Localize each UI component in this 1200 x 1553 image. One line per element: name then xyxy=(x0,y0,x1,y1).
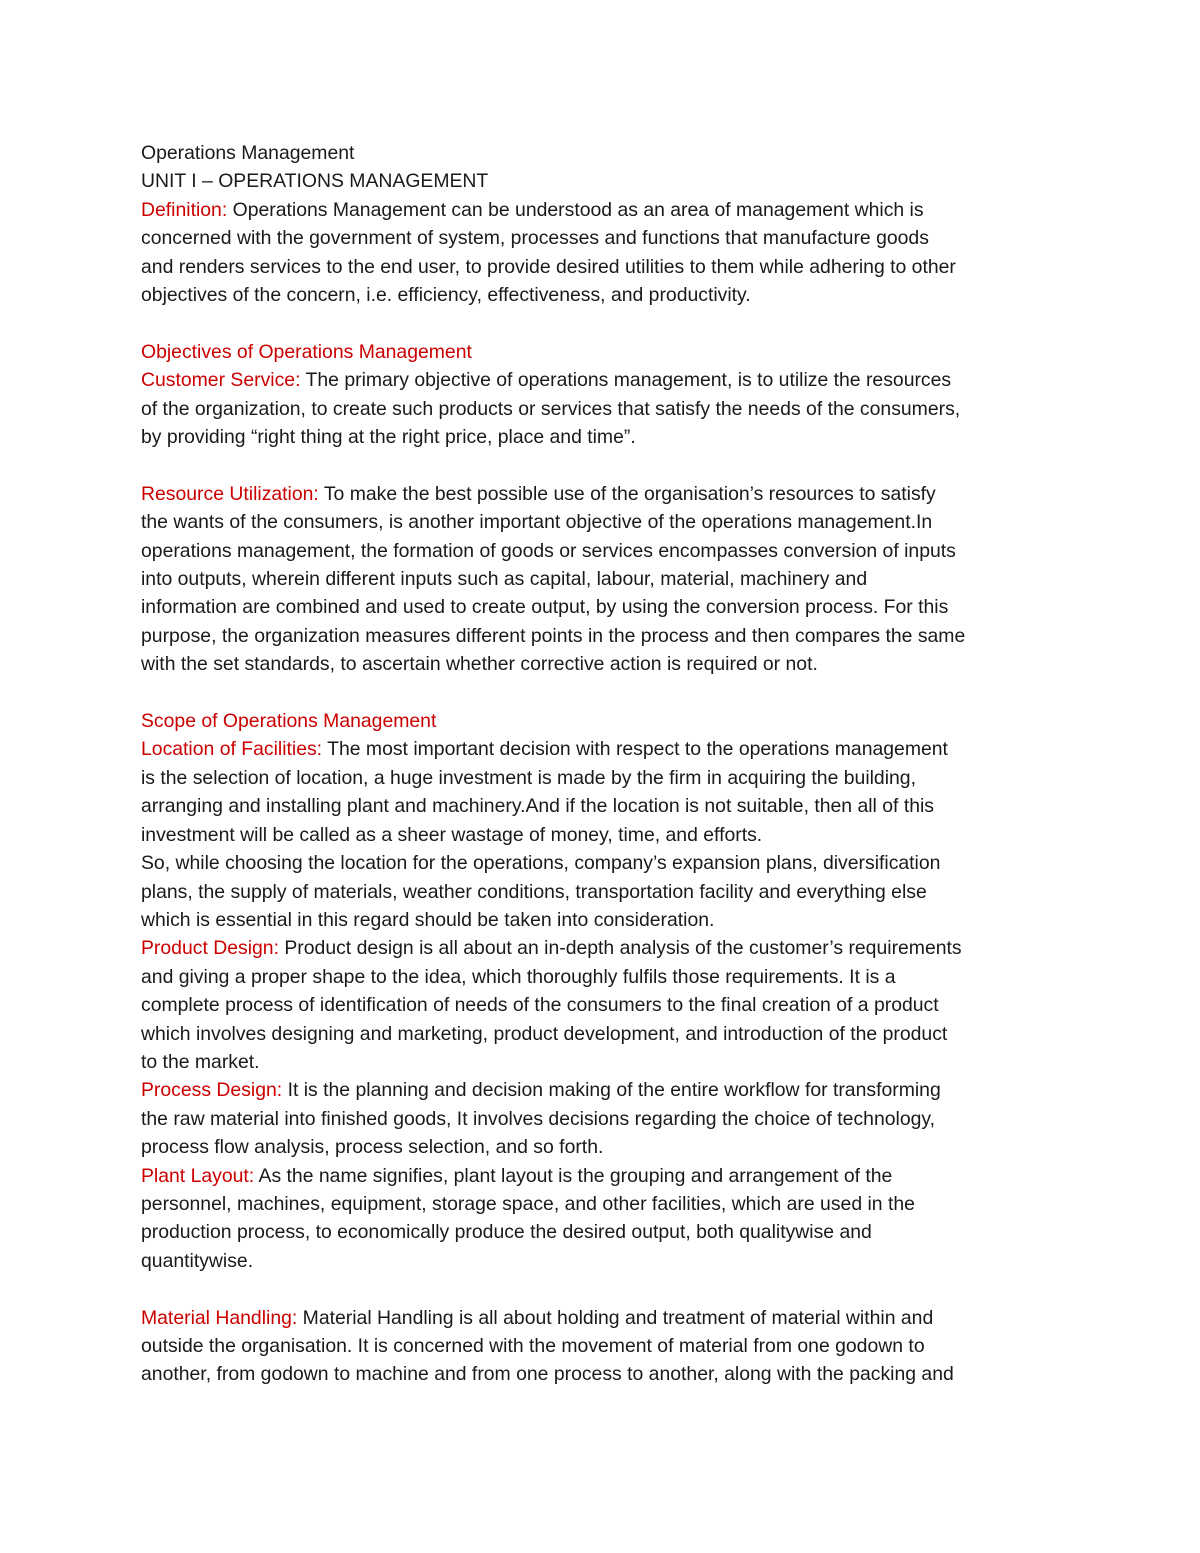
paragraph-line: information are combined and used to create output, by using the conversion process. For this xyxy=(141,596,949,619)
definition-paragraph xyxy=(141,196,1066,310)
objectives-heading: Objectives of Operations Management xyxy=(141,340,472,363)
resource-utilization-paragraph xyxy=(141,480,1066,679)
scope-heading: Scope of Operations Management xyxy=(141,710,437,733)
paragraph-line: and giving a proper shape to the idea, which thoroughly fulfils those requirements. It is a xyxy=(141,965,896,988)
paragraph-line: is the selection of location, a huge investment is made by the firm in acquiring the building, xyxy=(141,766,916,789)
paragraph-line: The most important decision with respect to the operations management xyxy=(322,738,948,761)
paragraph-line: arranging and installing plant and machinery.And if the location is not suitable, then all of this xyxy=(141,795,934,818)
location-paragraph xyxy=(141,735,1066,934)
paragraph-line: with the set standards, to ascertain whether corrective action is required or not. xyxy=(141,653,818,676)
paragraph-line: and renders services to the end user, to provide desired utilities to them while adhering to other xyxy=(141,255,956,278)
customer-service-label: Customer Service: xyxy=(141,369,301,392)
spacer xyxy=(141,451,1066,479)
paragraph-line: the wants of the consumers, is another important objective of the operations management.In xyxy=(141,511,933,534)
paragraph-line: another, from godown to machine and from one process to another, along with the packing and xyxy=(141,1363,954,1386)
paragraph-line: to the market. xyxy=(141,1050,260,1073)
plant-layout-label: Plant Layout: xyxy=(141,1164,255,1187)
paragraph-line: which involves designing and marketing, product development, and introduction of the product xyxy=(141,1022,948,1045)
paragraph-line: investment will be called as a sheer wastage of money, time, and efforts. xyxy=(141,823,763,846)
customer-service-paragraph xyxy=(141,366,1066,451)
product-design-paragraph xyxy=(141,934,1066,1076)
paragraph-line: It is the planning and decision making of the entire workflow for transforming xyxy=(282,1079,941,1102)
resource-utilization-label: Resource Utilization: xyxy=(141,482,319,505)
paragraph-line: Product design is all about an in-depth analysis of the customer’s requirements xyxy=(278,937,962,960)
material-handling-paragraph xyxy=(141,1304,1066,1389)
paragraph-line: process flow analysis, process selection, and so forth. xyxy=(141,1136,604,1159)
paragraph-line: of the organization, to create such products or services that satisfy the needs of the consumers, xyxy=(141,397,961,420)
paragraph-line: quantitywise. xyxy=(141,1249,254,1272)
paragraph-line: As the name signifies, plant layout is the grouping and arrangement of the xyxy=(254,1164,893,1187)
paragraph-line: Operations Management can be understood as an area of management which is xyxy=(227,198,924,221)
spacer xyxy=(141,309,1066,337)
spacer xyxy=(141,1275,1066,1303)
spacer xyxy=(141,679,1066,707)
paragraph-line: operations management, the formation of goods or services encompasses conversion of inputs xyxy=(141,539,956,562)
paragraph-line: production process, to economically produce the desired output, both qualitywise and xyxy=(141,1221,872,1244)
paragraph-line: complete process of identification of needs of the consumers to the final creation of a product xyxy=(141,994,939,1017)
paragraph-line: plans, the supply of materials, weather conditions, transportation facility and everything else xyxy=(141,880,927,903)
paragraph-line: So, while choosing the location for the operations, company’s expansion plans, diversification xyxy=(141,852,941,875)
material-handling-label: Material Handling: xyxy=(141,1306,298,1329)
paragraph-line: To make the best possible use of the organisation’s resources to satisfy xyxy=(318,482,936,505)
paragraph-line: concerned with the government of system, processes and functions that manufacture goods xyxy=(141,227,929,250)
location-label: Location of Facilities: xyxy=(141,738,323,761)
product-design-label: Product Design: xyxy=(141,937,279,960)
paragraph-line: which is essential in this regard should be taken into consideration. xyxy=(141,908,715,931)
process-design-paragraph xyxy=(141,1076,1066,1161)
document-page xyxy=(141,139,1066,1389)
process-design-label: Process Design: xyxy=(141,1079,283,1102)
paragraph-line: Material Handling is all about holding and treatment of material within and xyxy=(297,1306,934,1329)
paragraph-line: personnel, machines, equipment, storage space, and other facilities, which are used in the xyxy=(141,1192,915,1215)
paragraph-line: outside the organisation. It is concerned with the movement of material from one godown to xyxy=(141,1335,925,1357)
doc-title: Operations Management xyxy=(141,142,355,164)
paragraph-line: into outputs, wherein different inputs such as capital, labour, material, machinery and xyxy=(141,568,868,591)
definition-label: Definition: xyxy=(141,198,228,221)
paragraph-line: the raw material into finished goods, It involves decisions regarding the choice of technology, xyxy=(141,1107,936,1130)
paragraph-line: purpose, the organization measures different points in the process and then compares the same xyxy=(141,624,966,647)
plant-layout-paragraph xyxy=(141,1162,1066,1276)
unit-heading: UNIT I – OPERATIONS MANAGEMENT xyxy=(141,170,489,193)
paragraph-line: The primary objective of operations management, is to utilize the resources xyxy=(300,369,952,392)
paragraph-line: by providing “right thing at the right price, place and time”. xyxy=(141,426,636,449)
paragraph-line: objectives of the concern, i.e. efficiency, effectiveness, and productivity. xyxy=(141,284,751,307)
